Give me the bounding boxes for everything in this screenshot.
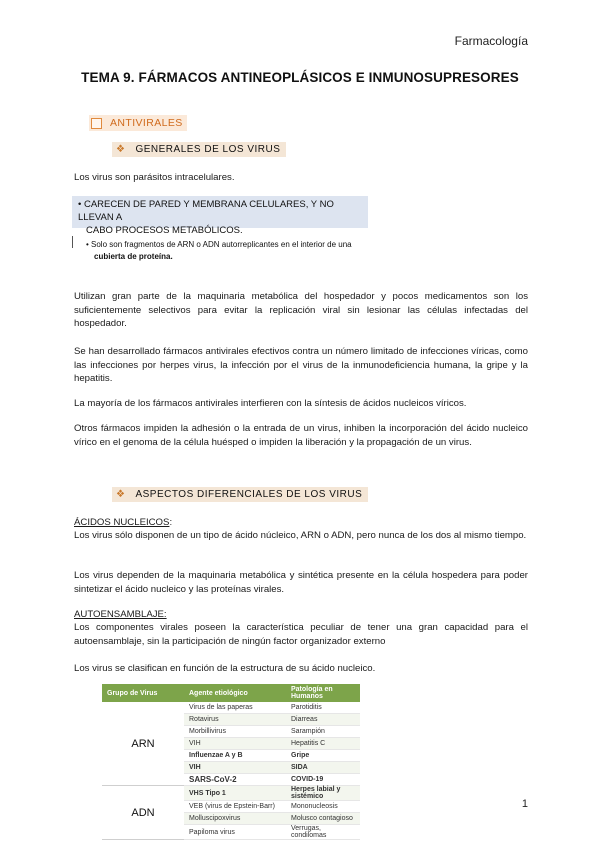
- subheading-label: ASPECTOS DIFERENCIALES DE LOS VIRUS: [135, 489, 363, 500]
- paragraph: Los virus se clasifican en función de la estructura de su ácido nucleico.: [74, 663, 376, 674]
- paragraph: Utilizan gran parte de la maquinaria metabólica del hospedador y pocos medicamentos son los suficientemente selectivos para evitar la replicación viral sin lesionar las células infectadas del hospedador.: [74, 291, 528, 329]
- table-cell: Mononucleosis: [286, 801, 360, 813]
- info-box-line: CABO PROCESOS METABÓLICOS.: [86, 225, 243, 236]
- table-header-cell: Agente etiológico: [184, 684, 286, 702]
- group-cell-adn: ADN: [102, 786, 184, 840]
- table-row: [102, 702, 360, 714]
- vertical-bar-marker: [72, 236, 73, 248]
- table-cell: Herpes labial y sistémico: [286, 786, 360, 801]
- heading-text: ÁCIDOS NUCLEICOS: [74, 517, 170, 528]
- paragraph: Los virus dependen de la maquinaria metabólica y sintética presente en la célula hospedera para poder sintetizar el ácido nucleico y las proteínas virales.: [74, 570, 528, 595]
- header-subject: Farmacología: [454, 34, 528, 48]
- paragraph-intro: Los virus son parásitos intracelulares.: [74, 172, 235, 183]
- table-cell: Influenzae A y B: [184, 750, 286, 762]
- paragraph: La mayoría de los fármacos antivirales interfieren con la síntesis de ácidos nucleicos víricos.: [74, 398, 467, 409]
- table-cell: SARS-CoV-2: [184, 774, 286, 786]
- virus-classification-table: [102, 684, 360, 840]
- page-number: 1: [521, 798, 528, 810]
- table-cell: Hepatitis C: [286, 738, 360, 750]
- info-box-line: • CARECEN DE PARED Y MEMBRANA CELULARES, Y NO LLEVAN A: [78, 199, 334, 223]
- heading-autoensamblaje: AUTOENSAMBLAJE:: [74, 609, 167, 620]
- section-heading-label: ANTIVIRALES: [110, 117, 183, 129]
- paragraph: Los componentes virales poseen la característica peculiar de tener una gran capacidad para el autoensamblaje, sin la participación de ningún factor organizador externo: [74, 622, 528, 647]
- table-cell: Morbillivirus: [184, 726, 286, 738]
- table-cell: Verrugas, condilomas: [286, 825, 360, 840]
- info-box-line: cubierta de proteína.: [94, 252, 173, 261]
- paragraph: Otros fármacos impiden la adhesión o la entrada de un virus, inhiben la incorporación del ácido nucleico vírico en el genoma de la célula huésped o impiden la liberación y la propagación de un virus.: [74, 423, 528, 448]
- table-cell: Papiloma virus: [184, 825, 286, 840]
- table-cell: VIH: [184, 762, 286, 774]
- subheading-aspectos: [112, 487, 368, 502]
- heading-acidos-nucleicos: [74, 516, 528, 530]
- table-row: [102, 786, 360, 801]
- table-cell: VEB (virus de Epstein-Barr): [184, 801, 286, 813]
- table-cell: Sarampión: [286, 726, 360, 738]
- diamond-bullet-icon: ❖: [116, 144, 126, 155]
- section-heading-antivirales: [89, 115, 187, 131]
- page-title: TEMA 9. FÁRMACOS ANTINEOPLÁSICOS E INMUNOSUPRESORES: [81, 70, 519, 85]
- group-cell-arn: ARN: [102, 702, 184, 786]
- checkbox-square-icon: [91, 118, 102, 129]
- table-cell: VIH: [184, 738, 286, 750]
- table-cell: Parotiditis: [286, 702, 360, 714]
- info-box-note: [72, 236, 368, 266]
- table-cell: COVID-19: [286, 774, 360, 786]
- table-header-cell: Patología en Humanos: [286, 684, 360, 702]
- paragraph: Se han desarrollado fármacos antivirales efectivos contra un número limitado de infecciones víricas, como las infecciones por herpes virus, la infección por el virus de la inmunodeficiencia humana, la gripe y la hepatitis.: [74, 346, 528, 384]
- table-cell: Molluscipoxvirus: [184, 813, 286, 825]
- table-cell: Molusco contagioso: [286, 813, 360, 825]
- info-box-line: • Solo son fragmentos de ARN o ADN autorreplicantes en el interior de una: [86, 240, 352, 249]
- table-cell: Rotavirus: [184, 714, 286, 726]
- subheading-generales: [112, 142, 286, 157]
- info-box-highlight: [72, 196, 368, 236]
- table-header-cell: Grupo de Virus: [102, 684, 184, 702]
- table-header-row: [102, 684, 360, 702]
- table-cell: Gripe: [286, 750, 360, 762]
- table-cell: Diarreas: [286, 714, 360, 726]
- heading-colon: :: [169, 517, 173, 528]
- table-cell: SIDA: [286, 762, 360, 774]
- diamond-bullet-icon: ❖: [116, 489, 126, 500]
- table-cell: Virus de las paperas: [184, 702, 286, 714]
- table-cell: VHS Tipo 1: [184, 786, 286, 801]
- paragraph: Los virus sólo disponen de un tipo de ácido núcleico, ARN o ADN, pero nunca de los dos al mismo tiempo.: [74, 530, 527, 541]
- subheading-label: GENERALES DE LOS VIRUS: [135, 144, 281, 155]
